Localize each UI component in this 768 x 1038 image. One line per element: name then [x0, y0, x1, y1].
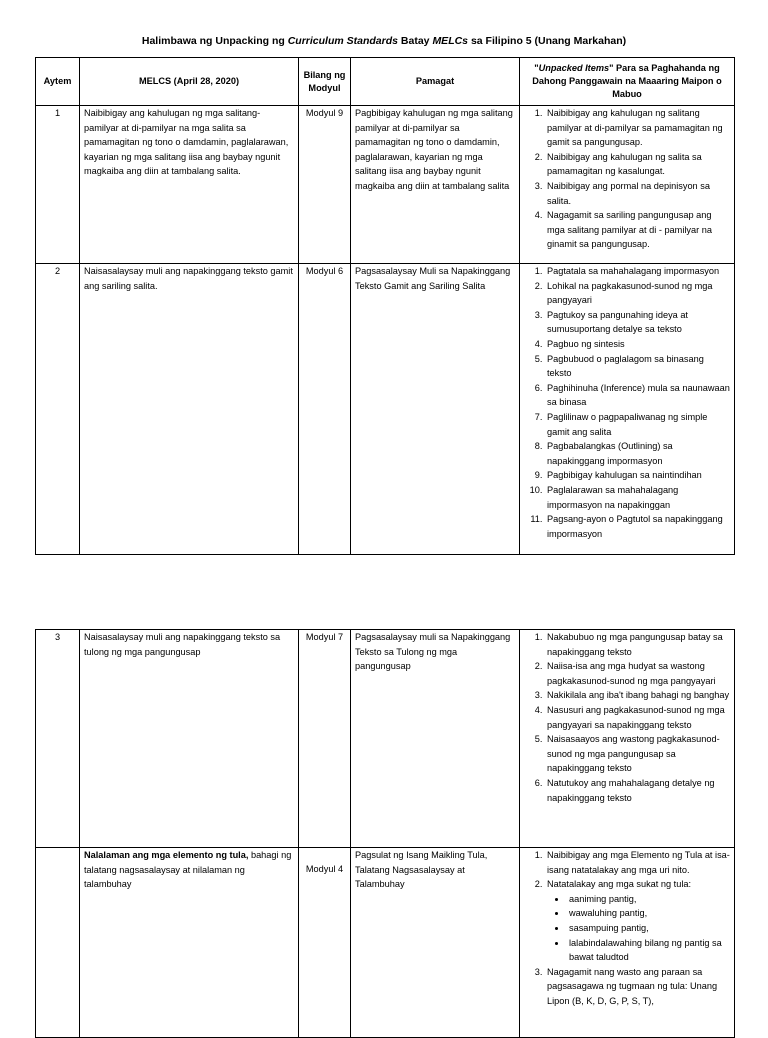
pamagat-cell: Pagsasalaysay Muli sa Napakinggang Teksto Gamit ang Sariling Salita [351, 264, 520, 555]
sub-list-item: • wawaluhing pantig, [567, 906, 730, 921]
list-item: 3. Naibibigay ang pormal na depinisyon sa salita. [545, 179, 730, 208]
list-item-text: Natatalakay ang mga sukat ng tula: [547, 879, 692, 890]
header-bilang: Bilang ng Modyul [299, 58, 351, 106]
list-item: 5. Naisasaayos ang wastong pagkakasunod-sunod ng mga pangungusap sa napakinggang teksto [545, 732, 730, 776]
list-item: 3. Nagagamit nang wasto ang paraan sa pagsasagawa ng tugmaan ng tula: Unang Lipon (B, K, D, G, P, S, T), [545, 965, 730, 1009]
sub-list-item: • aaniming pantig, [567, 892, 730, 907]
list-item: 3. Nakikilala ang iba't ibang bahagi ng banghay [545, 688, 730, 703]
modyul-cell: Modyul 9 [299, 106, 351, 264]
list-item: 2. Naiisa-isa ang mga hudyat sa wastong pagkakasunod-sunod ng mga pangyayari [545, 659, 730, 688]
table-row [36, 848, 735, 1038]
unpacked-cell [520, 630, 735, 848]
pamagat-cell: Pagsulat ng Isang Maikling Tula, Talatang Nagsasalaysay at Talambuhay [351, 848, 520, 1038]
melcs-cell: Naibibigay ang kahulugan ng mga salitang-pamilyar at di-pamilyar na mga salita sa pamamagitan ng tono o damdamin, paglalarawan, kayarian ng mga salitang iisa ang baybay ngunit magkaiba ang diin at tambalang salita. [80, 106, 299, 264]
list-item: 5. Pagbubuod o paglalagom sa binasang teksto [545, 352, 730, 381]
list-item [545, 877, 730, 965]
sub-list-item: • lalabindalawahing bilang ng pantig sa bawat taludtod [567, 936, 730, 965]
list-item: 10. Paglalarawan sa mahahalagang impormasyon na napakinggan [545, 483, 730, 512]
modyul-cell: Modyul 7 [299, 630, 351, 848]
list-item: 3. Pagtukoy sa pangunahing ideya at sumusuportang detalye sa teksto [545, 308, 730, 337]
melcs-table-1 [35, 57, 735, 555]
list-item: 4. Nagagamit sa sariling pangungusap ang mga salitang pamilyar at di - pamilyar na ginamit sa pangungusap. [545, 208, 730, 252]
list-item: 9. Pagbibigay kahulugan sa naintindihan [545, 468, 730, 483]
header-aytem: Aytem [36, 58, 80, 106]
melcs-table-2 [35, 629, 735, 1038]
list-item: 4. Pagbuo ng sintesis [545, 337, 730, 352]
melcs-cell: Naisasalaysay muli ang napakinggang teksto gamit ang sariling salita. [80, 264, 299, 555]
header-melcs: MELCS (April 28, 2020) [80, 58, 299, 106]
header-pamagat: Pamagat [351, 58, 520, 106]
header-row [36, 58, 735, 106]
aytem-cell: 1 [36, 106, 80, 264]
list-item: 4. Nasusuri ang pagkakasunod-sunod ng mga pangyayari sa napakinggang teksto [545, 703, 730, 732]
page-title: Halimbawa ng Unpacking ng Curriculum Standards Batay MELCs sa Filipino 5 (Unang Markahan) [141, 35, 627, 47]
table-row [36, 630, 735, 848]
aytem-cell: 3 [36, 630, 80, 848]
list-item: 7. Paglilinaw o pagpapaliwanag ng simple gamit ang salita [545, 410, 730, 439]
modyul-cell: Modyul 6 [299, 264, 351, 555]
modyul-cell: Modyul 4 [299, 848, 351, 1038]
list-item: 1. Naibibigay ang mga Elemento ng Tula at isa-isang natatalakay ang mga uri nito. [545, 848, 730, 877]
list-item: 1. Pagtatala sa mahahalagang impormasyon [545, 264, 730, 279]
unpacked-cell [520, 848, 735, 1038]
melcs-cell [80, 848, 299, 1038]
list-item: 2. Lohikal na pagkakasunod-sunod ng mga pangyayari [545, 279, 730, 308]
sub-list-item: • sasampuing pantig, [567, 921, 730, 936]
list-item: 2. Naibibigay ang kahulugan ng salita sa pamamagitan ng kasalungat. [545, 150, 730, 179]
aytem-cell [36, 848, 80, 1038]
header-unpacked: "Unpacked Items" Para sa Paghahanda ng Dahong Panggawain na Maaaring Maipon o Mabuo [520, 58, 735, 106]
list-item: 11. Pagsang-ayon o Pagtutol sa napakinggang impormasyon [545, 512, 730, 541]
melcs-bold-text: Nalalaman ang mga elemento ng tula, [84, 850, 249, 860]
list-item: 1. Nakabubuo ng mga pangungusap batay sa napakinggang teksto [545, 630, 730, 659]
pamagat-cell: Pagsasalaysay muli sa Napakinggang Teksto sa Tulong ng mga pangungusap [351, 630, 520, 848]
aytem-cell: 2 [36, 264, 80, 555]
table-row [36, 264, 735, 555]
list-item: 1. Naibibigay ang kahulugan ng salitang pamilyar at di-pamilyar sa pamamagitan ng gamit sa pangungusap. [545, 106, 730, 150]
melcs-cell: Naisasalaysay muli ang napakinggang teksto sa tulong ng mga pangungusap [80, 630, 299, 848]
unpacked-cell [520, 106, 735, 264]
unpacked-cell [520, 264, 735, 555]
table-row [36, 106, 735, 264]
melcs-text: bahagi ng talatang nagsasalaysay at nilalaman ng talambuhay [84, 850, 292, 890]
list-item: 8. Pagbabalangkas (Outlining) sa napakinggang impormasyon [545, 439, 730, 468]
list-item: 6. Paghihinuha (Inference) mula sa naunawaan sa binasa [545, 381, 730, 410]
list-item: 6. Natutukoy ang mahahalagang detalye ng napakinggang teksto [545, 776, 730, 805]
pamagat-cell: Pagbibigay kahulugan ng mga salitang pamilyar at di-pamilyar sa pamamagitan ng tono o damdamin, paglalarawan, kayarian ng mga salitang iisa ang baybay ngunit magkaiba ang diin at tambalang salita [351, 106, 520, 264]
